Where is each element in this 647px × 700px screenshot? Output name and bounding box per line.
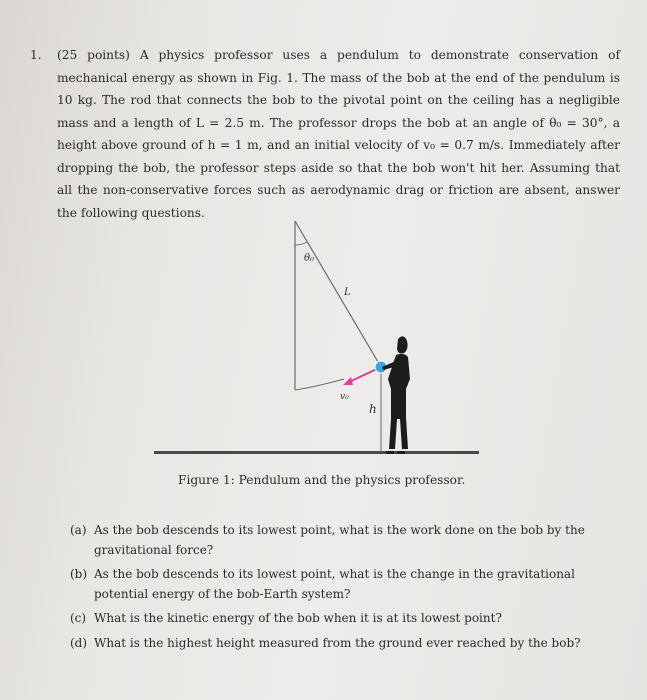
problem-number: 1. — [30, 48, 42, 62]
question-item — [70, 634, 610, 654]
pendulum-rod — [295, 221, 381, 367]
problem-text: (25 points) A physics professor uses a pendulum to demonstrate conservation of mechanical energy as shown in Fig. 1. The mass of the bob at the end of the pendulum is 10 kg. The rod that connects the bob to the pivotal point on the ceiling has a negligible mass and a length of L = 2.5 m. The professor drops the bob at an angle of θ₀ = 30°, a height above ground of h = 1 m, and an initial velocity of v₀ = 0.7 m/s. Immediately after dropping the bob, the professor steps aside so that the bob won't hit her. Assuming that all the non-conservative forces such as aerodynamic drag or friction are absent, answer the following questions. — [57, 48, 620, 220]
question-item — [70, 609, 610, 629]
theta-label: θ₀ — [304, 253, 315, 264]
height-label: h — [369, 402, 377, 416]
figure-caption: Figure 1: Pendulum and the physics professor. — [178, 473, 466, 487]
velocity-arrow-head — [343, 377, 353, 385]
question-label: (a) — [70, 523, 87, 537]
question-list — [70, 521, 610, 658]
velocity-label: v₀ — [340, 392, 349, 402]
question-item — [70, 565, 610, 604]
pendulum-figure — [140, 215, 500, 465]
question-item — [70, 521, 610, 560]
question-text: As the bob descends to its lowest point, what is the change in the gravitational potential energy of the bob-Earth system? — [94, 567, 575, 601]
question-label: (b) — [70, 567, 88, 581]
problem-statement — [30, 44, 620, 224]
question-label: (c) — [70, 611, 87, 625]
pendulum-diagram — [140, 215, 500, 465]
question-text: What is the kinetic energy of the bob when it is at its lowest point? — [94, 611, 502, 625]
question-text: As the bob descends to its lowest point, what is the work done on the bob by the gravitational force? — [94, 523, 585, 557]
theta-arc — [295, 242, 307, 245]
question-text: What is the highest height measured from the ground ever reached by the bob? — [94, 635, 581, 650]
question-label: (d) — [70, 635, 88, 650]
ground-line — [154, 451, 479, 454]
professor-figure — [382, 336, 410, 454]
swing-arc — [295, 379, 344, 390]
length-label: L — [344, 287, 351, 298]
